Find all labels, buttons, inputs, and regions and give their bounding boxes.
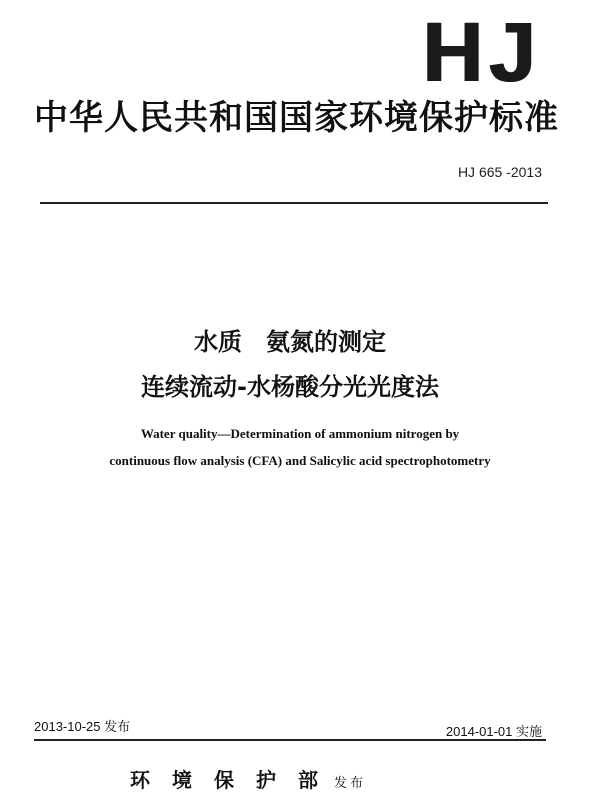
title-english-line1: Water quality—Determination of ammonium nitrogen by [140,426,460,441]
standard-code: HJ 665 -2013 [457,164,542,180]
title-chinese-line1: 水质 氨氮的测定 [194,328,386,356]
hj-logo: HJ [422,5,542,99]
implementation-date: 2014-01-01 实施 [445,724,542,739]
issuer-name: 环境保护部 [130,768,340,792]
issue-date: 2013-10-25 发布 [34,719,131,734]
title-english [40,420,560,474]
title-chinese-line2: 连续流动-水杨酸分光光度法 [141,373,439,401]
footer-divider [34,739,546,741]
header-divider [40,202,548,204]
issuing-authority-title: 中华人民共和国国家环境保护标准 [34,98,559,138]
title-english-line2: continuous flow analysis (CFA) and Salicylic acid spectrophotometry [109,453,491,468]
issuer-footer [130,764,366,793]
issuer-suffix: 发布 [334,776,367,791]
